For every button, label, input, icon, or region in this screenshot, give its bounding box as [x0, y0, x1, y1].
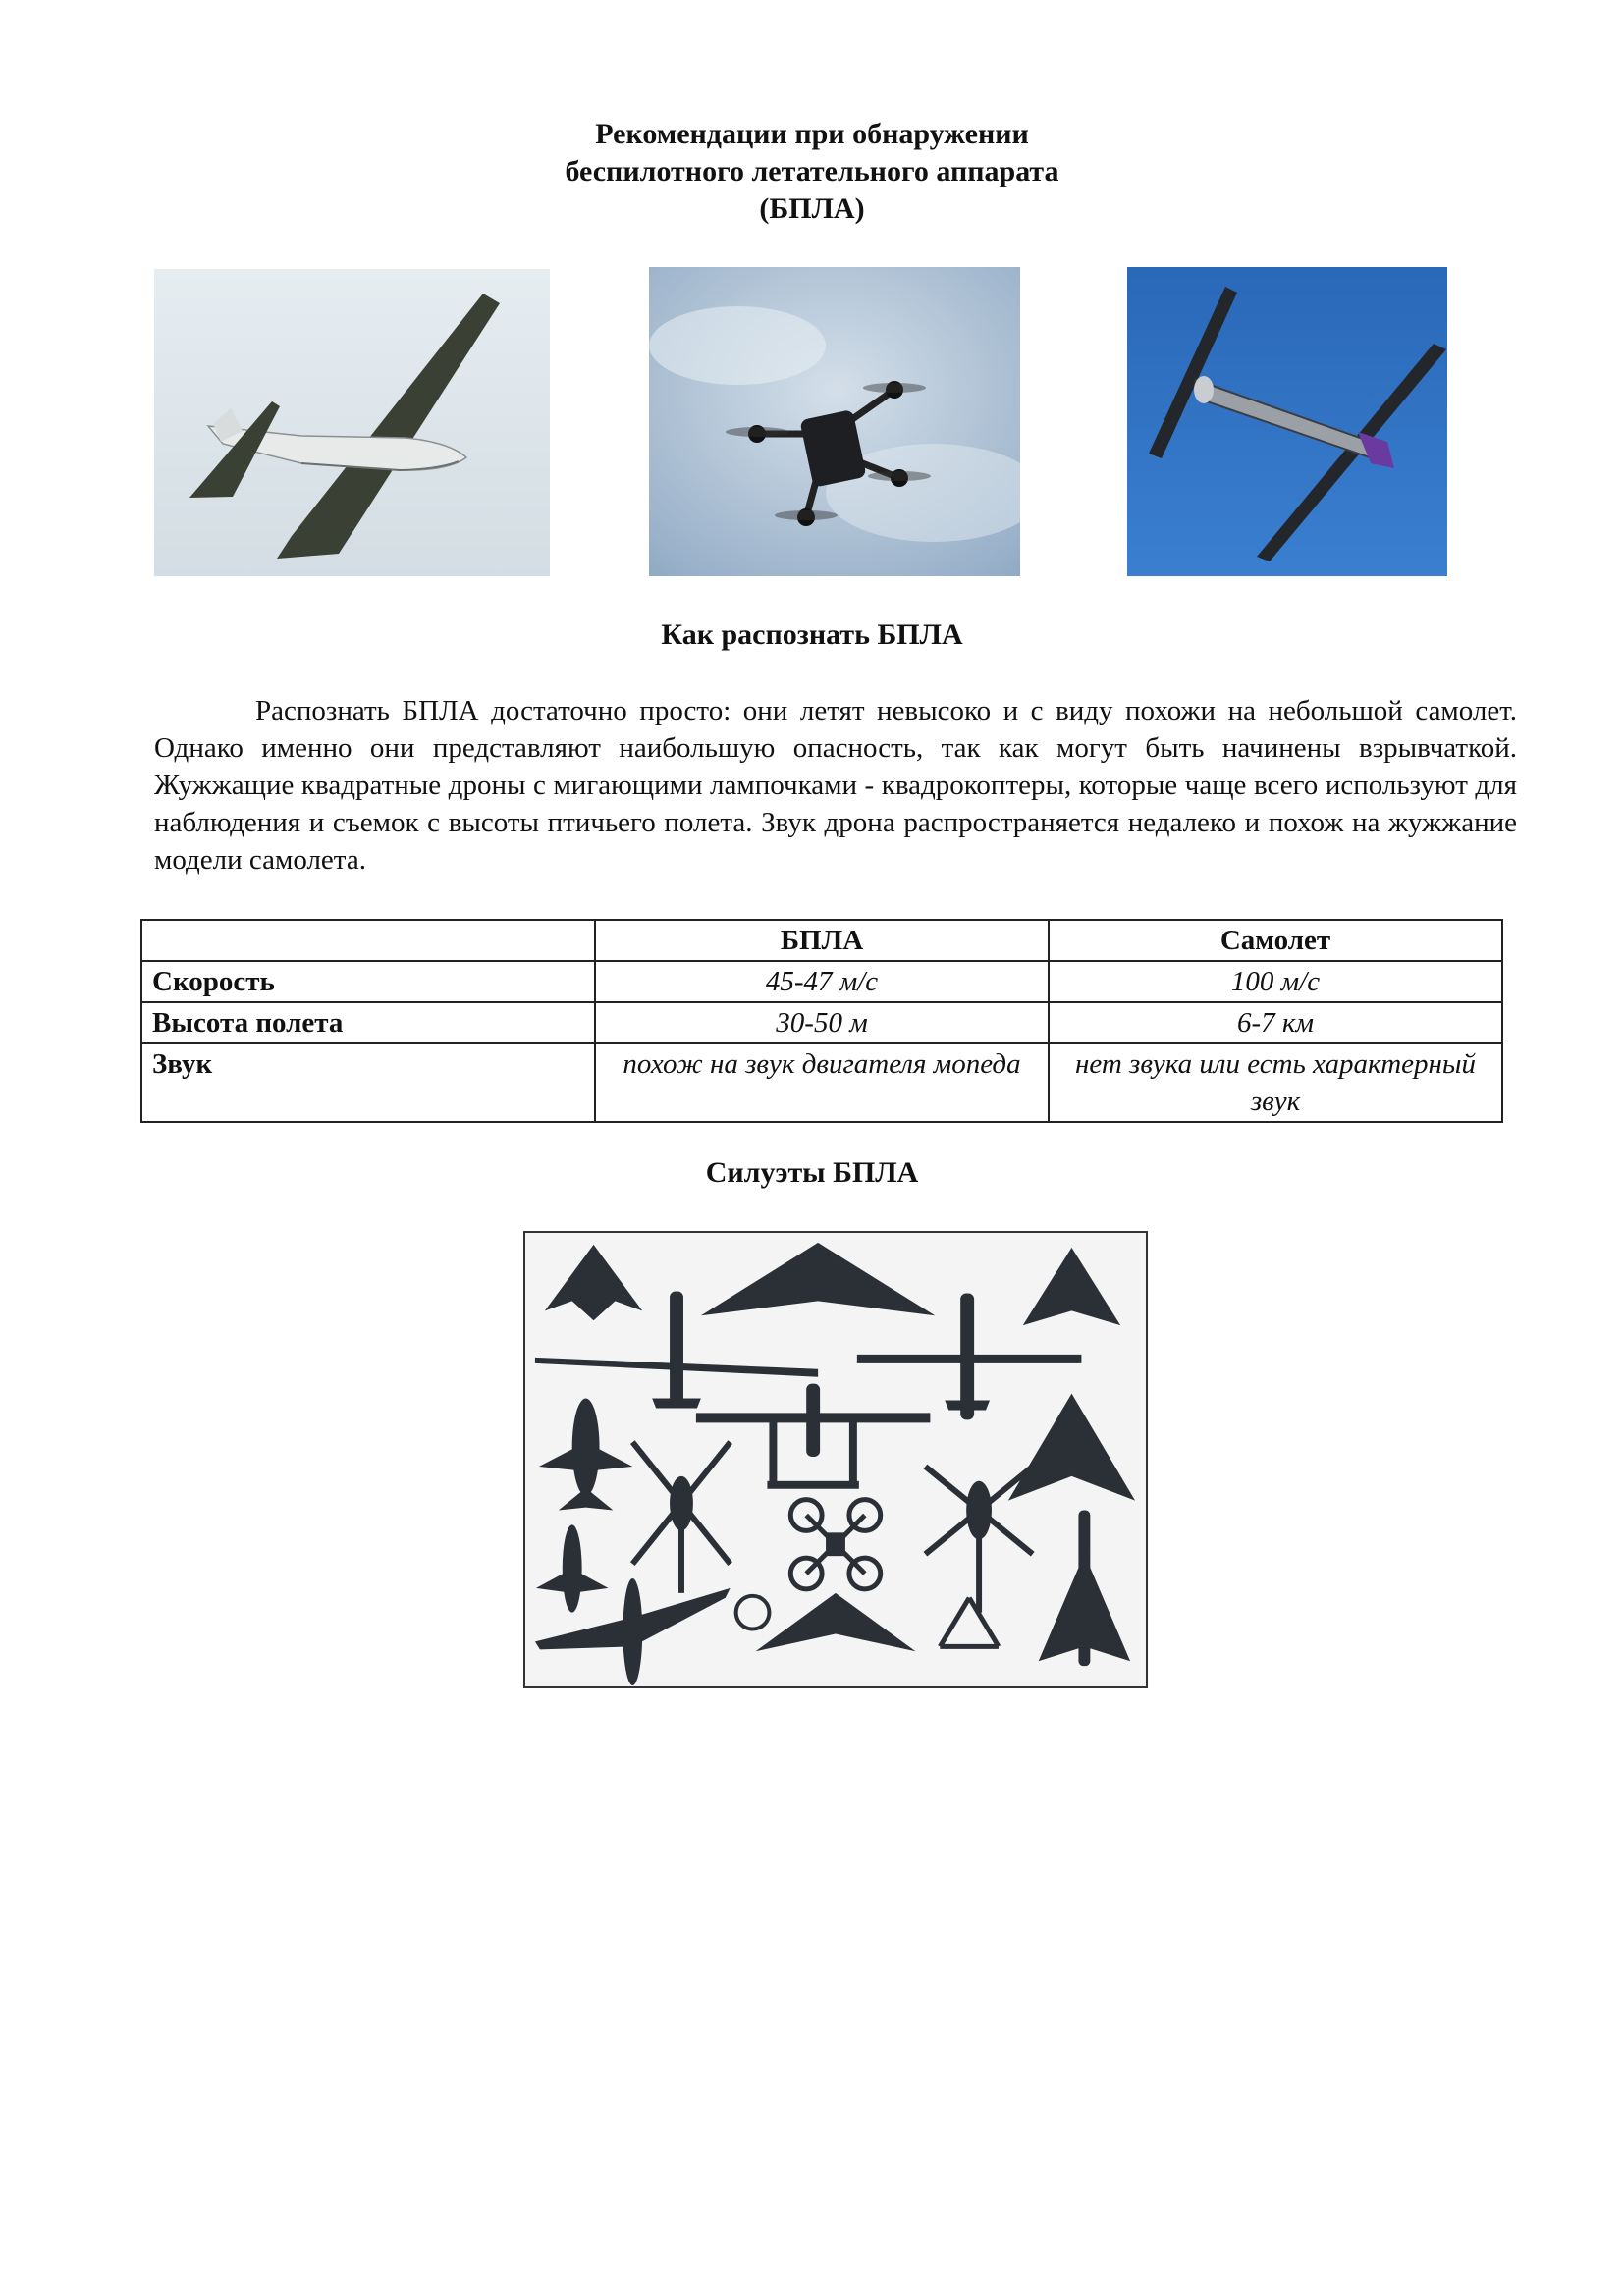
silhouette-helicopter-drone-icon — [632, 1442, 730, 1593]
silhouette-flying-wing-icon — [545, 1245, 642, 1320]
silhouette-rotor-disc-icon — [736, 1596, 770, 1629]
table-cell: 6-7 км — [1049, 1002, 1502, 1043]
quadcopter-photo — [649, 267, 1020, 576]
silhouette-delta-wing-icon — [701, 1243, 935, 1315]
table-cell: 100 м/с — [1049, 961, 1502, 1002]
silhouette-jet-drone-icon — [539, 1399, 632, 1511]
silhouettes-heading: Силуэты БПЛА — [705, 1156, 919, 1189]
table-cell: Звук — [141, 1043, 595, 1122]
page-title — [0, 116, 1624, 228]
silhouette-small-jet-icon — [536, 1524, 609, 1612]
table-header-cell: Самолет — [1049, 920, 1502, 961]
recognize-heading: Как распознать БПЛА — [661, 618, 963, 651]
silhouette-stealth-drone-icon — [1008, 1394, 1135, 1501]
silhouette-v-tail-drone-icon — [940, 1598, 999, 1647]
table-cell: Скорость — [141, 961, 595, 1002]
recognize-paragraph: Распознать БПЛА достаточно просто: они летят невысоко и с виду похожи на небольшой самолет. Однако именно они представляют наибольшую опасность, так как могут быть начинены взрывчаткой. Жужжащие квадратные дроны с мигающими лампочками - квадрокоптеры, которые чаще всего используют для наблюдения и съемок с высоты птичьего полета. Звук дрона распространяется недалеко и похож на жужжание модели самолета. — [154, 695, 1517, 876]
table-cell: Высота полета — [141, 1002, 595, 1043]
title-line-1: Рекомендации при обнаружении — [595, 118, 1029, 150]
silhouette-canard-delta-icon — [1039, 1511, 1130, 1667]
table-cell: похож на звук двигателя мопеда — [595, 1043, 1049, 1122]
table-header-row — [141, 920, 1502, 961]
table-cell: 30-50 м — [595, 1002, 1049, 1043]
silhouette-twin-boom-drone-icon — [696, 1384, 930, 1489]
fixed-wing-drone-photo — [154, 269, 550, 576]
table-row — [141, 961, 1502, 1002]
silhouette-arrow-wing-icon — [756, 1593, 916, 1651]
table-header-cell — [141, 920, 595, 961]
loitering-munition-photo — [1127, 267, 1447, 576]
silhouette-stealth-wing-icon — [1023, 1248, 1120, 1325]
table-cell: нет звука или есть характерный звук — [1049, 1043, 1502, 1122]
uav-silhouettes-illustration — [523, 1231, 1148, 1688]
title-line-3: (БПЛА) — [759, 192, 865, 225]
table-row — [141, 1043, 1502, 1122]
table-header-cell: БПЛА — [595, 920, 1049, 961]
comparison-table — [140, 919, 1503, 1123]
title-line-2: беспилотного летательного аппарата — [565, 155, 1059, 187]
table-row — [141, 1002, 1502, 1043]
silhouette-long-wing-drone-icon — [535, 1291, 818, 1408]
table-cell: 45-47 м/с — [595, 961, 1049, 1002]
